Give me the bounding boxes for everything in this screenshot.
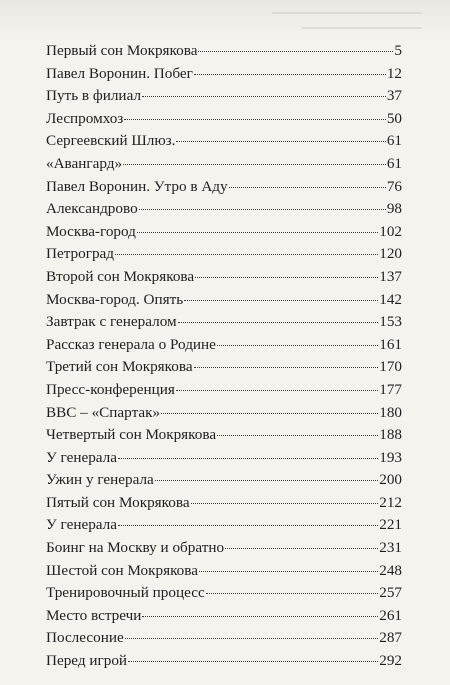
toc-dot-leader <box>124 119 386 120</box>
toc-dot-leader <box>139 209 386 210</box>
toc-entry <box>46 132 402 155</box>
toc-entry-page: 61 <box>386 132 402 150</box>
toc-entry-page: 5 <box>394 42 402 59</box>
toc-dot-leader <box>194 74 386 75</box>
toc-entry-title: Боинг на Москву и обратно <box>46 539 225 557</box>
toc-dot-leader <box>128 661 378 662</box>
toc-entry-page: 292 <box>379 652 402 670</box>
toc-entry-page: 257 <box>379 584 402 602</box>
toc-entry <box>46 516 402 539</box>
toc-dot-leader <box>176 390 378 391</box>
toc-entry-page: 12 <box>386 64 402 82</box>
toc-dot-leader <box>229 187 386 188</box>
toc-entry-title: «Авангард» <box>46 154 123 172</box>
toc-dot-leader <box>125 638 379 639</box>
toc-entry-title: Послесоние <box>46 629 124 647</box>
bleed-line <box>302 27 422 29</box>
toc-dot-leader <box>118 458 378 459</box>
toc-entry <box>46 629 402 652</box>
toc-entry-page: 212 <box>379 493 402 511</box>
toc-dot-leader <box>176 141 385 142</box>
toc-dot-leader <box>194 367 379 368</box>
toc-dot-leader <box>155 480 378 481</box>
toc-dot-leader <box>195 277 378 278</box>
toc-entry-title: Александрово <box>46 200 138 218</box>
toc-dot-leader <box>118 525 378 526</box>
toc-entry-page: 98 <box>386 200 402 218</box>
toc-entry <box>46 494 402 517</box>
toc-entry <box>46 268 402 291</box>
toc-entry <box>46 539 402 562</box>
toc-entry-page: 200 <box>379 471 402 489</box>
toc-entry-page: 248 <box>379 561 402 579</box>
toc-entry-title: Рассказ генерала о Родине <box>46 335 216 353</box>
toc-entry-page: 142 <box>379 290 402 308</box>
toc-entry <box>46 336 402 359</box>
toc-dot-leader <box>225 548 378 549</box>
toc-dot-leader <box>198 51 393 52</box>
toc-entry-title: Пятый сон Мокрякова <box>46 493 190 511</box>
toc-dot-leader <box>178 322 379 323</box>
toc-entry <box>46 155 402 178</box>
bleed-line <box>272 12 422 14</box>
toc-entry <box>46 652 402 675</box>
toc-entry <box>46 358 402 381</box>
toc-entry-page: 37 <box>386 87 402 105</box>
toc-entry-title: Леспромхоз <box>46 109 124 127</box>
toc-dot-leader <box>137 232 378 233</box>
toc-entry-title: Москва-город <box>46 222 136 240</box>
toc-entry <box>46 607 402 630</box>
toc-entry-title: Павел Воронин. Утро в Аду <box>46 177 228 195</box>
toc-entry-page: 102 <box>379 222 402 240</box>
toc-dot-leader <box>206 593 379 594</box>
toc-dot-leader <box>161 413 378 414</box>
toc-entry-page: 137 <box>379 267 402 285</box>
toc-entry-title: Третий сон Мокрякова <box>46 358 193 376</box>
toc-entry-title: Перед игрой <box>46 652 128 670</box>
toc-entry-title: Ужин у генерала <box>46 471 154 489</box>
table-of-contents <box>46 42 402 675</box>
toc-entry <box>46 200 402 223</box>
toc-entry-page: 188 <box>379 426 402 444</box>
toc-dot-leader <box>115 254 378 255</box>
toc-entry-page: 177 <box>379 380 402 398</box>
toc-entry <box>46 471 402 494</box>
toc-dot-leader <box>142 96 386 97</box>
toc-entry-title: Москва-город. Опять <box>46 290 184 308</box>
toc-dot-leader <box>123 164 386 165</box>
toc-entry-title: У генерала <box>46 516 117 534</box>
toc-dot-leader <box>217 345 378 346</box>
toc-entry-title: Пресс-конференция <box>46 380 175 398</box>
toc-entry-title: Петроград <box>46 245 115 263</box>
toc-entry <box>46 223 402 246</box>
toc-entry <box>46 65 402 88</box>
toc-entry <box>46 42 402 65</box>
toc-dot-leader <box>199 571 378 572</box>
toc-entry-page: 120 <box>379 245 402 263</box>
toc-entry <box>46 426 402 449</box>
toc-entry <box>46 562 402 585</box>
toc-entry-page: 261 <box>379 606 402 624</box>
toc-entry-page: 180 <box>379 403 402 421</box>
toc-entry <box>46 87 402 110</box>
toc-entry <box>46 245 402 268</box>
toc-entry-title: Сергеевский Шлюз. <box>46 132 176 150</box>
toc-entry-page: 287 <box>379 629 402 647</box>
toc-dot-leader <box>184 300 378 301</box>
toc-entry-title: Второй сон Мокрякова <box>46 267 195 285</box>
toc-entry-page: 170 <box>379 358 402 376</box>
toc-entry-title: Путь в филиал <box>46 87 142 105</box>
toc-entry-title: Шестой сон Мокрякова <box>46 561 198 579</box>
toc-entry <box>46 449 402 472</box>
toc-entry-title: Четвертый сон Мокрякова <box>46 426 217 444</box>
toc-entry-page: 50 <box>386 109 402 127</box>
toc-entry <box>46 313 402 336</box>
toc-entry <box>46 584 402 607</box>
toc-entry-page: 76 <box>386 177 402 195</box>
toc-entry <box>46 381 402 404</box>
toc-entry-page: 153 <box>379 313 402 331</box>
toc-entry-title: Место встречи <box>46 606 142 624</box>
toc-entry <box>46 110 402 133</box>
toc-entry-title: ВВС – «Спартак» <box>46 403 161 421</box>
toc-entry-page: 161 <box>379 335 402 353</box>
page-top-bleed <box>0 0 450 40</box>
toc-dot-leader <box>217 435 378 436</box>
toc-entry-title: Завтрак с генералом <box>46 313 177 331</box>
toc-entry-title: Тренировочный процесс <box>46 584 205 602</box>
toc-entry-title: Первый сон Мокрякова <box>46 42 198 59</box>
toc-entry-title: У генерала <box>46 448 117 466</box>
toc-entry <box>46 178 402 201</box>
toc-entry-title: Павел Воронин. Побег <box>46 64 193 82</box>
toc-dot-leader <box>142 616 378 617</box>
toc-entry-page: 193 <box>379 448 402 466</box>
toc-entry-page: 221 <box>379 516 402 534</box>
toc-dot-leader <box>191 503 379 504</box>
toc-entry <box>46 291 402 314</box>
toc-entry <box>46 404 402 427</box>
toc-entry-page: 61 <box>386 154 402 172</box>
toc-entry-page: 231 <box>379 539 402 557</box>
